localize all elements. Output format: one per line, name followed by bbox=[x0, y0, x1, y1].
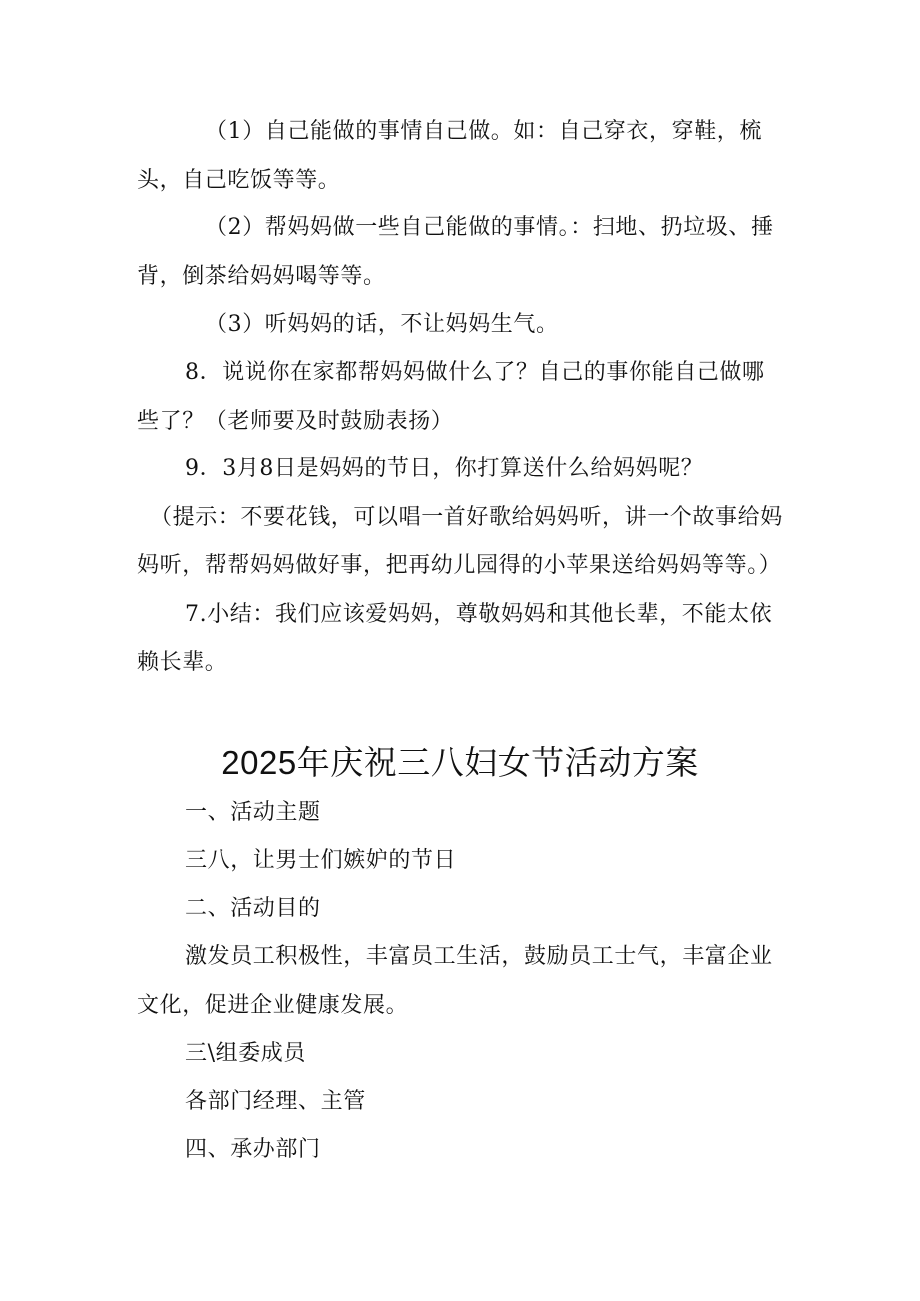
heading-organizing-department: 四、承办部门 bbox=[185, 1137, 321, 1162]
question-8-line-1: 8．说说你在家都帮妈妈做什么了？自己的事你能自己做哪 bbox=[185, 360, 765, 385]
activity-theme-text: 三八，让男士们嫉妒的节日 bbox=[185, 848, 457, 873]
hint-line-2: 妈听，帮帮妈妈做好事，把再幼儿园得的小苹果送给妈妈等等。） bbox=[137, 553, 782, 578]
document-title: 2025年庆祝三八妇女节活动方案 bbox=[221, 744, 699, 781]
committee-members-text: 各部门经理、主管 bbox=[185, 1089, 366, 1114]
heading-committee-members: 三\组委成员 bbox=[185, 1041, 307, 1066]
item-2-line-2: 背，倒茶给妈妈喝等等。 bbox=[137, 264, 386, 289]
purpose-line-2: 文化，促进企业健康发展。 bbox=[137, 993, 409, 1018]
question-8-line-2: 些了？（老师要及时鼓励表扬） bbox=[137, 409, 454, 434]
item-3: （3）听妈妈的话，不让妈妈生气。 bbox=[205, 312, 559, 337]
item-1-line-2: 头，自己吃饭等等。 bbox=[137, 168, 341, 193]
purpose-line-1: 激发员工积极性，丰富员工生活，鼓励员工士气，丰富企业 bbox=[185, 944, 773, 969]
item-2-line-1: （2）帮妈妈做一些自己能做的事情。：扫地、扔垃圾、捶 bbox=[205, 215, 774, 240]
item-1-line-1: （1）自己能做的事情自己做。如：自己穿衣，穿鞋，梳 bbox=[205, 119, 762, 144]
heading-activity-purpose: 二、活动目的 bbox=[185, 896, 321, 921]
question-9: 9．3月8日是妈妈的节日，你打算送什么给妈妈呢？ bbox=[185, 456, 704, 481]
summary-line-2: 赖长辈。 bbox=[137, 650, 228, 675]
heading-activity-theme: 一、活动主题 bbox=[185, 800, 321, 825]
summary-line-1: 7.小结：我们应该爱妈妈，尊敬妈妈和其他长辈，不能太依 bbox=[185, 602, 773, 627]
hint-line-1: （提示：不要花钱，可以唱一首好歌给妈妈听，讲一个故事给妈 bbox=[150, 505, 783, 530]
